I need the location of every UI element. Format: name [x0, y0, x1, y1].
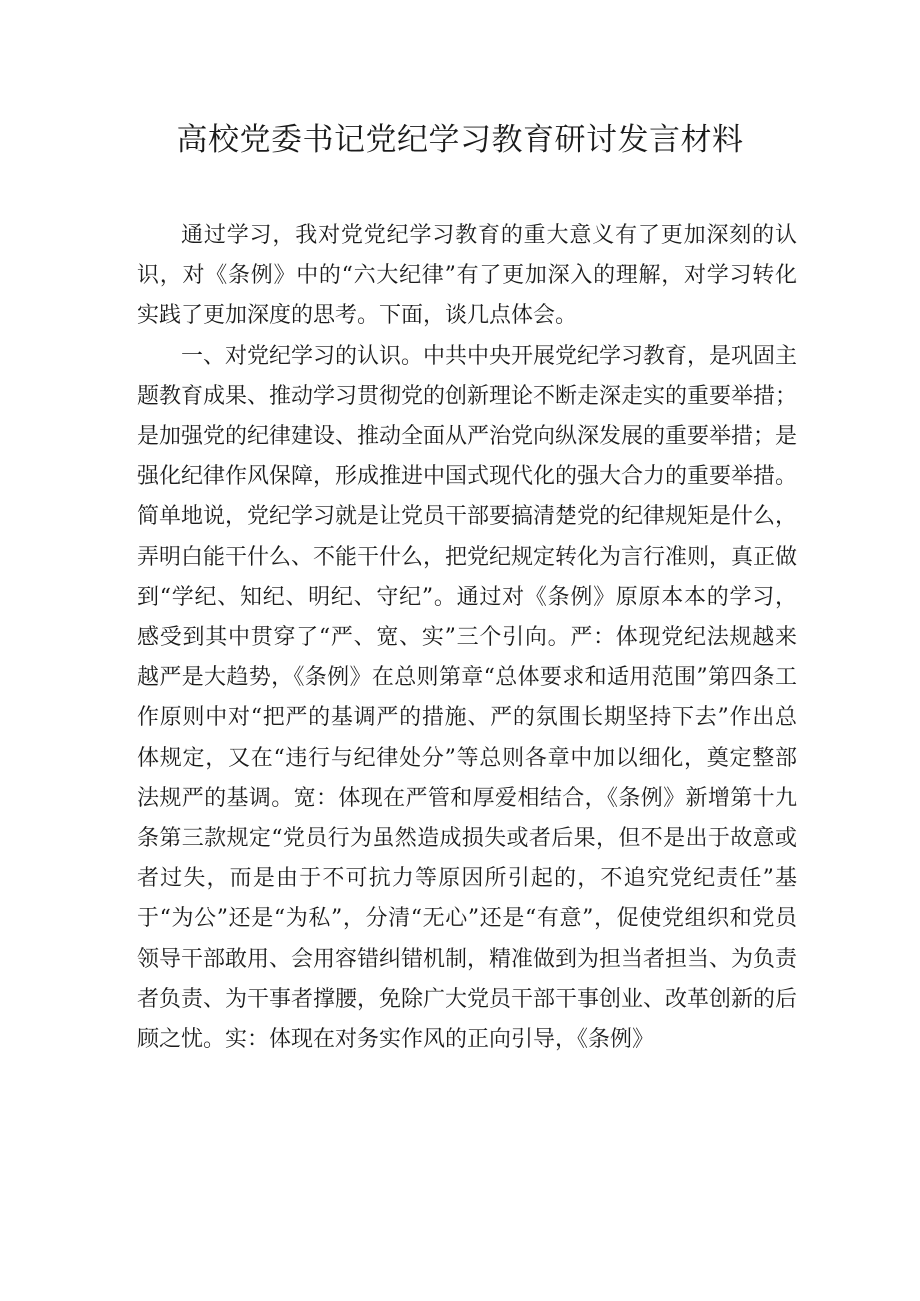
- paragraph-section-one: 一、对党纪学习的认识。中共中央开展党纪学习教育，是巩固主题教育成果、推动学习贯彻党的创新理论不断走深走实的重要举措；是加强党的纪律建设、推动全面从严治党向纵深发展的重要举措；是强化纪律作风保障，形成推进中国式现代化的强大合力的重要举措。简单地说，党纪学习就是让党员干部要搞清楚党的纪律规矩是什么，弄明白能干什么、不能干什么，把党纪规定转化为言行准则，真正做到“学纪、知纪、明纪、守纪”。通过对《条例》原原本本的学习，感受到其中贯穿了“严、宽、实”三个引向。严：体现党纪法规越来越严是大趋势，《条例》在总则第章“总体要求和适用范围”第四条工作原则中对“把严的基调严的措施、严的氛围长期坚持下去”作出总体规定，又在“违行与纪律处分”等总则各章中加以细化，奠定整部法规严的基调。宽：体现在严管和厚爱相结合，《条例》新增第十九条第三款规定“党员行为虽然造成损失或者后果，但不是出于故意或者过失，而是由于不可抗力等原因所引起的，不追究党纪责任”基于“为公”还是“为私”，分清“无心”还是“有意”，促使党组织和党员领导干部敢用、会用容错纠错机制，精准做到为担当者担当、为负责者负责、为干事者撑腰，免除广大党员干部干事创业、改革创新的后顾之忧。实：体现在对务实作风的正向引导，《条例》: [137, 343, 798, 1053]
- paragraph-intro: 通过学习，我对党党纪学习教育的重大意义有了更加深刻的认识，对《条例》中的“六大纪律”有了更加深入的理解，对学习转化实践了更加深度的思考。下面，谈几点体会。: [137, 223, 797, 329]
- document-title: 高校党委书记党纪学习教育研讨发言材料: [176, 122, 744, 158]
- document-body: [137, 216, 797, 1060]
